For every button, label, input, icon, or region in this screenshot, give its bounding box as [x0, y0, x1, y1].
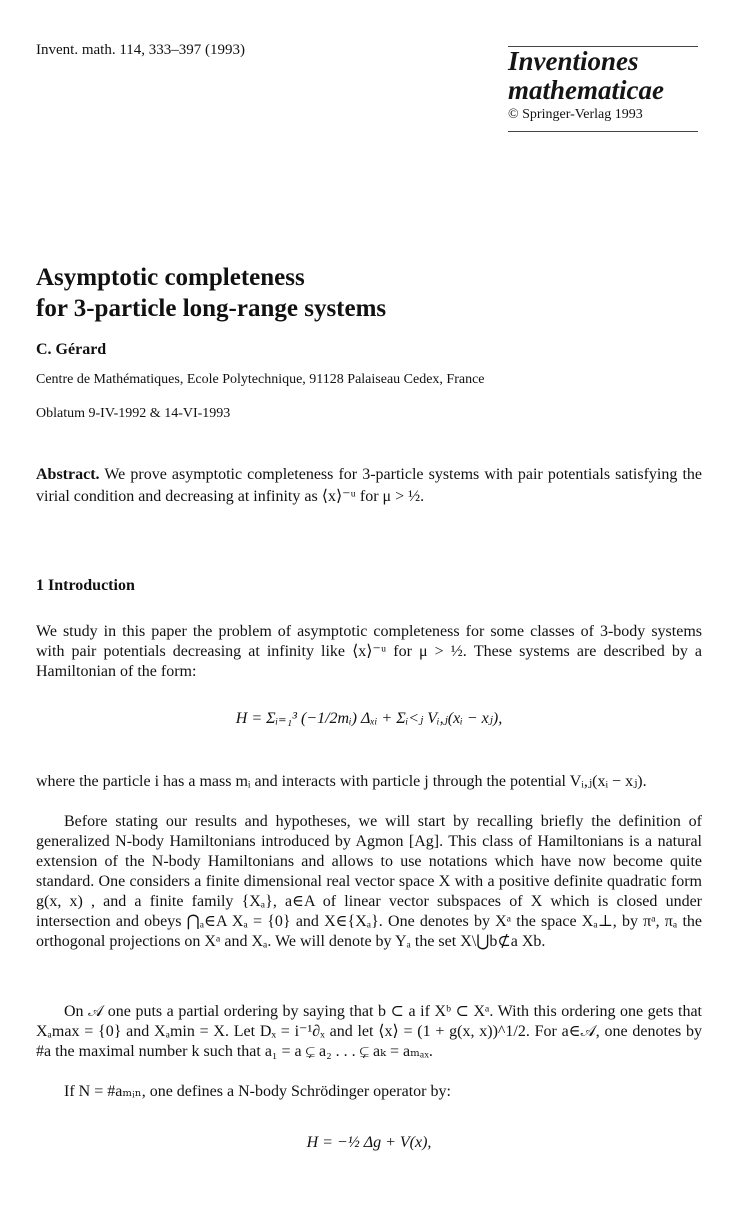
journal-name-line1: Inventiones	[508, 46, 639, 76]
journal-name-line2: mathematicae	[508, 75, 664, 105]
abstract-text: We prove asymptotic completeness for 3-particle systems with pair potentials satisfying the virial condition and decreasing at infinity as ⟨x⟩⁻ᵘ for μ > ½.	[36, 466, 702, 505]
section-heading: 1 Introduction	[36, 577, 135, 594]
equation-schrodinger: H = −½ Δg + V(x),	[306, 1134, 432, 1151]
paragraph-5: If N = #aₘᵢₙ, one defines a N-body Schrödinger operator by:	[64, 1083, 451, 1100]
author-affiliation: Centre de Mathématiques, Ecole Polytechnique, 91128 Palaiseau Cedex, France	[36, 372, 485, 387]
paragraph-4: On 𝒜 one puts a partial ordering by saying that b ⊂ a if Xᵇ ⊂ Xᵃ. With this ordering one gets that Xₐmax = {0} and Xₐmin = X. Let Dₓ = i⁻¹∂ₓ and let ⟨x⟩ = (1 + g(x, x))^1/2. For a∈𝒜, one denotes by #a the maximal number k such that a₁ = a ⊊ a₂ . . . ⊊ aₖ = aₘₐₓ.	[36, 1003, 702, 1060]
oblatum-dates: Oblatum 9-IV-1992 & 14-VI-1993	[36, 406, 231, 421]
paper-title	[36, 262, 386, 324]
journal-citation: Invent. math. 114, 333–397 (1993)	[36, 42, 245, 58]
title-line1: Asymptotic completeness	[36, 264, 305, 291]
masthead-bottom-rule	[508, 131, 698, 132]
author-name: C. Gérard	[36, 341, 107, 358]
paragraph-2: where the particle i has a mass mᵢ and interacts with particle j through the potential Vᵢ,ⱼ(xᵢ − xⱼ).	[36, 773, 647, 790]
paragraph-3: Before stating our results and hypotheses, we will start by recalling briefly the definition of generalized N-body Hamiltonians introduced by Agmon [Ag]. This class of Hamiltonians is a natural extension of the N-body Hamiltonians and allows to use notations which have now become quite standard. One considers a finite dimensional real vector space X with a positive definite quadratic form g(x, x) , and a finite family {Xₐ}, a∈A of linear vector subspaces of X which is closed under intersection and obeys ⋂ₐ∈A Xₐ = {0} and X∈{Xₐ}. One denotes by Xᵃ the space Xₐ⊥, by πᵃ, πₐ the orthogonal projections on Xᵃ and Xₐ. We will denote by Yₐ the set X\⋃b⊄a Xb.	[36, 813, 703, 950]
copyright-notice: © Springer-Verlag 1993	[508, 107, 643, 122]
abstract	[36, 464, 702, 508]
title-line2: for 3-particle long-range systems	[36, 295, 387, 322]
journal-masthead	[508, 46, 708, 132]
abstract-label: Abstract.	[36, 466, 100, 483]
paragraph-1: We study in this paper the problem of asymptotic completeness for some classes of 3-body systems with pair potentials decreasing at infinity like ⟨x⟩⁻ᵘ for μ > ½. These systems are described by a Hamiltonian of the form:	[36, 623, 702, 680]
equation-hamiltonian: H = Σᵢ₌₁³ (−1/2mᵢ) Δₓᵢ + Σᵢ<ⱼ Vᵢ,ⱼ(xᵢ − xⱼ),	[235, 710, 503, 727]
